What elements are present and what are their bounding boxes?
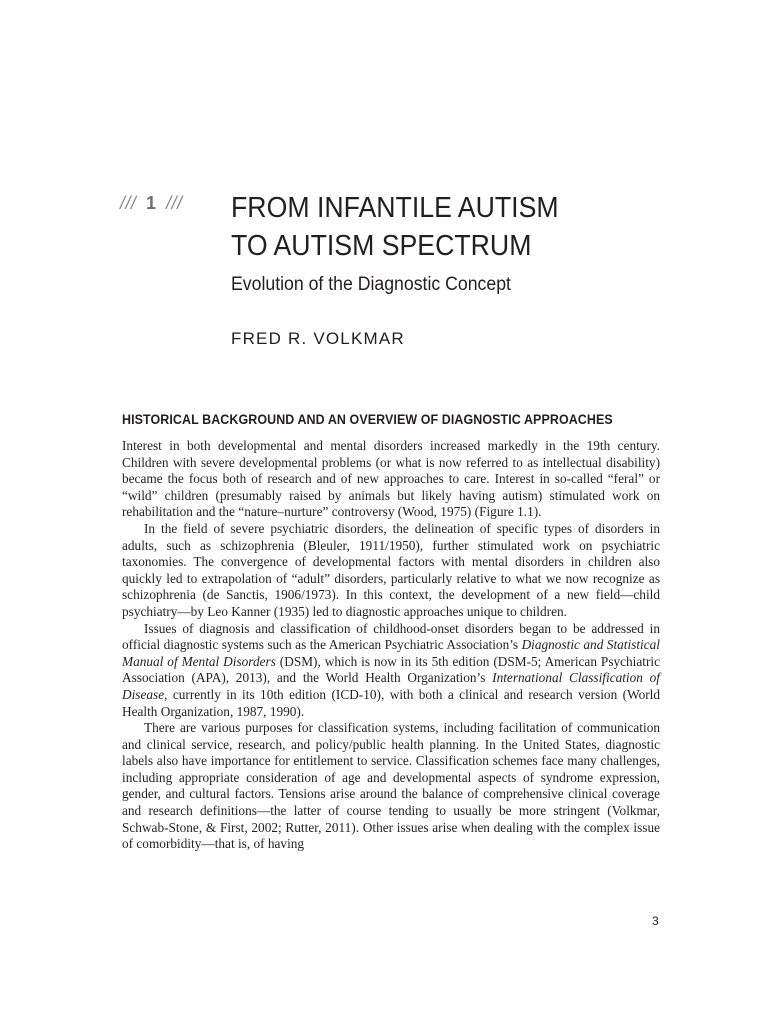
chapter-title-line-2: TO AUTISM SPECTRUM	[231, 230, 532, 262]
paragraph-text: (DSM), which is now in its 5th edition (DSM-5; American Psychiatric Association (APA), 2013), and the World Health Organization’s	[122, 653, 661, 686]
body-paragraph	[122, 521, 660, 621]
page-number: 3	[652, 914, 659, 928]
chapter-title-line-1: FROM INFANTILE AUTISM	[231, 192, 559, 224]
chapter-marker-left-slashes: ///	[120, 193, 137, 213]
italic-title-text: Diagnostic and Statistical Manual of Mental Disorders	[122, 637, 660, 669]
paragraph-text: In the field of severe psychiatric disorders, the delineation of specific types of disorders in adults, such as schizophrenia (Bleuler, 1911/1950), further stimulated work on psychiatric taxonomies. The convergence of developmental factors with mental disorders in children also quickly led to extrapolation of “adult” disorders, particularly relative to what we now recognize as schizophrenia (de Sanctis, 1906/1973). In this context, the development of a new field—child psychiatry—by Leo Kanner (1935) led to diagnostic approaches unique to children.	[122, 520, 660, 619]
body-paragraph	[122, 720, 660, 853]
italic-title-text: International Classification of Disease	[122, 670, 660, 702]
body-paragraph	[122, 438, 660, 521]
chapter-author: FRED R. VOLKMAR	[231, 329, 405, 348]
body-text	[122, 438, 660, 853]
section-heading: HISTORICAL BACKGROUND AND AN OVERVIEW OF DIAGNOSTIC APPROACHES	[122, 412, 613, 427]
paragraph-text: Interest in both developmental and mental disorders increased markedly in the 19th century. Children with severe developmental problems (or what is now referred to as intellectual disability) became the focus both of research and of new approaches to care. Interest in so-called “feral” or “wild” children (presumably raised by animals but likely having autism) stimulated work on rehabilitation and the “nature–nurture” controversy (Wood, 1975) (Figure 1.1).	[122, 438, 660, 520]
body-paragraph	[122, 621, 660, 721]
paragraph-text: There are various purposes for classification systems, including facilitation of communication and clinical service, research, and policy/public health planning. In the United States, diagnostic labels also have importance for entitlement to service. Classification schemes face many challenges, including appropriate consideration of age and developmental aspects of syndrome expression, gender, and cultural factors. Tensions arise around the balance of comprehensive clinical coverage and research definitions—the latter of course tending to usually be more stringent (Volkmar, Schwab-Stone, & First, 2002; Rutter, 2011). Other issues arise when dealing with the complex issue of comorbidity—that is, of having	[122, 720, 660, 852]
paragraph-text: , currently in its 10th edition (ICD-10), with both a clinical and research version (World Health Organization, 1987, 1990).	[122, 686, 660, 719]
chapter-number: 1	[146, 193, 157, 213]
chapter-number-marker	[120, 193, 183, 214]
chapter-subtitle: Evolution of the Diagnostic Concept	[231, 274, 511, 295]
chapter-title	[231, 189, 559, 265]
paragraph-text: Issues of diagnosis and classification of childhood-onset disorders began to be addressed in official diagnostic systems such as the American Psychiatric Association’s	[122, 620, 660, 653]
chapter-marker-right-slashes: ///	[166, 193, 183, 213]
